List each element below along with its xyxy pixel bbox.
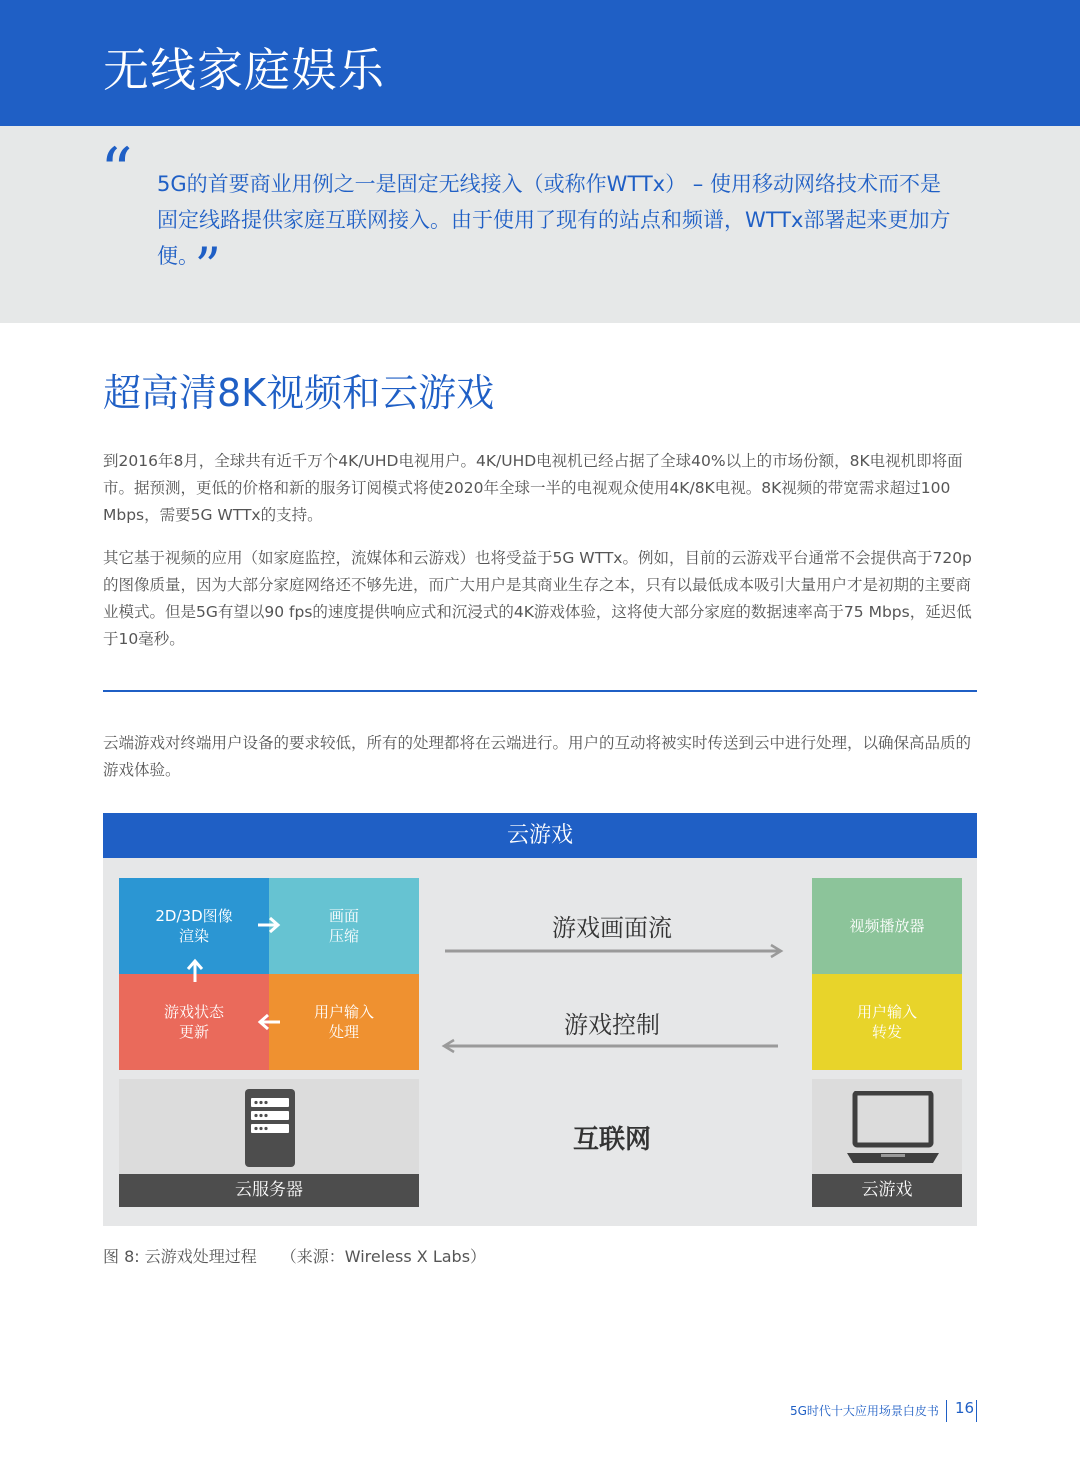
server-icon — [245, 1089, 295, 1167]
footer-separator-right — [976, 1400, 977, 1422]
arrow-left-icon — [255, 1011, 283, 1033]
section-title: 超高清8K视频和云游戏 — [103, 371, 495, 415]
diagram-title: 云游戏 — [103, 813, 977, 858]
cloud-server-box — [119, 1079, 419, 1207]
pull-quote — [157, 166, 957, 298]
divider — [103, 690, 977, 692]
control-label: 游戏控制 — [564, 1011, 660, 1039]
paragraph-2: 其它基于视频的应用（如家庭监控，流媒体和云游戏）也将受益于5G WTTx。例如，目前的云游戏平台通常不会提供高于720p的图像质量，因为大部分家庭网络还不够先进，而广大用户是其商业生存之本，只有以最低成本吸引大量用户才是初期的主要商业模式。但是5G有望以90 fps的速度提供响应式和沉浸式的4K游戏体验，这将使大部分家庭的数据速率高于75 Mbps，延迟低于10毫秒。 — [103, 549, 972, 648]
pull-quote-text: 5G的首要商业用例之一是固定无线接入（或称作WTTx） – 使用移动网络技术而不是固定线路提供家庭互联网接入。由于使用了现有的站点和频谱，WTTx部署起来更加方便。 — [157, 172, 951, 268]
laptop-icon — [845, 1091, 941, 1165]
input-forward-cell: 用户输入 转发 — [812, 974, 962, 1070]
page-header — [0, 0, 1080, 126]
state-update-cell: 游戏状态 更新 — [119, 974, 269, 1070]
footer-separator — [946, 1400, 947, 1422]
cloud-gaming-diagram — [103, 813, 977, 1226]
stream-label: 游戏画面流 — [552, 914, 672, 942]
arrow-right-icon — [255, 914, 283, 936]
arrow-up-icon — [184, 958, 206, 984]
cloud-gaming-client-box — [812, 1079, 962, 1207]
paragraph-1: 到2016年8月，全球共有近千万个4K/UHD电视用户。4K/UHD电视机已经占据了全球40%以上的市场份额，8K电视机即将面市。据预测，更低的价格和新的服务订阅模式将使2020年全球一半的电视观众使用4K/8K电视。8K视频的带宽需求超过100 Mbps，需要5G WTTx的支持。 — [103, 452, 963, 524]
close-quote-icon: ” — [194, 238, 222, 298]
cloud-gaming-label: 云游戏 — [812, 1174, 962, 1207]
control-arrow-icon — [440, 1037, 780, 1055]
figure-caption: 图 8: 云游戏处理过程 （来源：Wireless X Labs） — [103, 1247, 487, 1266]
stream-arrow-icon — [445, 942, 785, 960]
render-cell: 2D/3D图像 渲染 — [119, 878, 269, 974]
page-number: 16 — [955, 1399, 975, 1417]
paragraph-3: 云端游戏对终端用户设备的要求较低，所有的处理都将在云端进行。用户的互动将被实时传送到云中进行处理，以确保高品质的游戏体验。 — [103, 734, 972, 779]
footer-doc-title: 5G时代十大应用场景白皮书 — [790, 1404, 939, 1418]
cloud-server-label: 云服务器 — [119, 1174, 419, 1207]
video-player-cell: 视频播放器 — [812, 878, 962, 974]
input-process-cell: 用户输入 处理 — [269, 974, 419, 1070]
compress-cell: 画面 压缩 — [269, 878, 419, 974]
open-quote-icon: “ — [100, 135, 133, 209]
page-title: 无线家庭娱乐 — [103, 43, 385, 97]
internet-label: 互联网 — [572, 1125, 651, 1155]
